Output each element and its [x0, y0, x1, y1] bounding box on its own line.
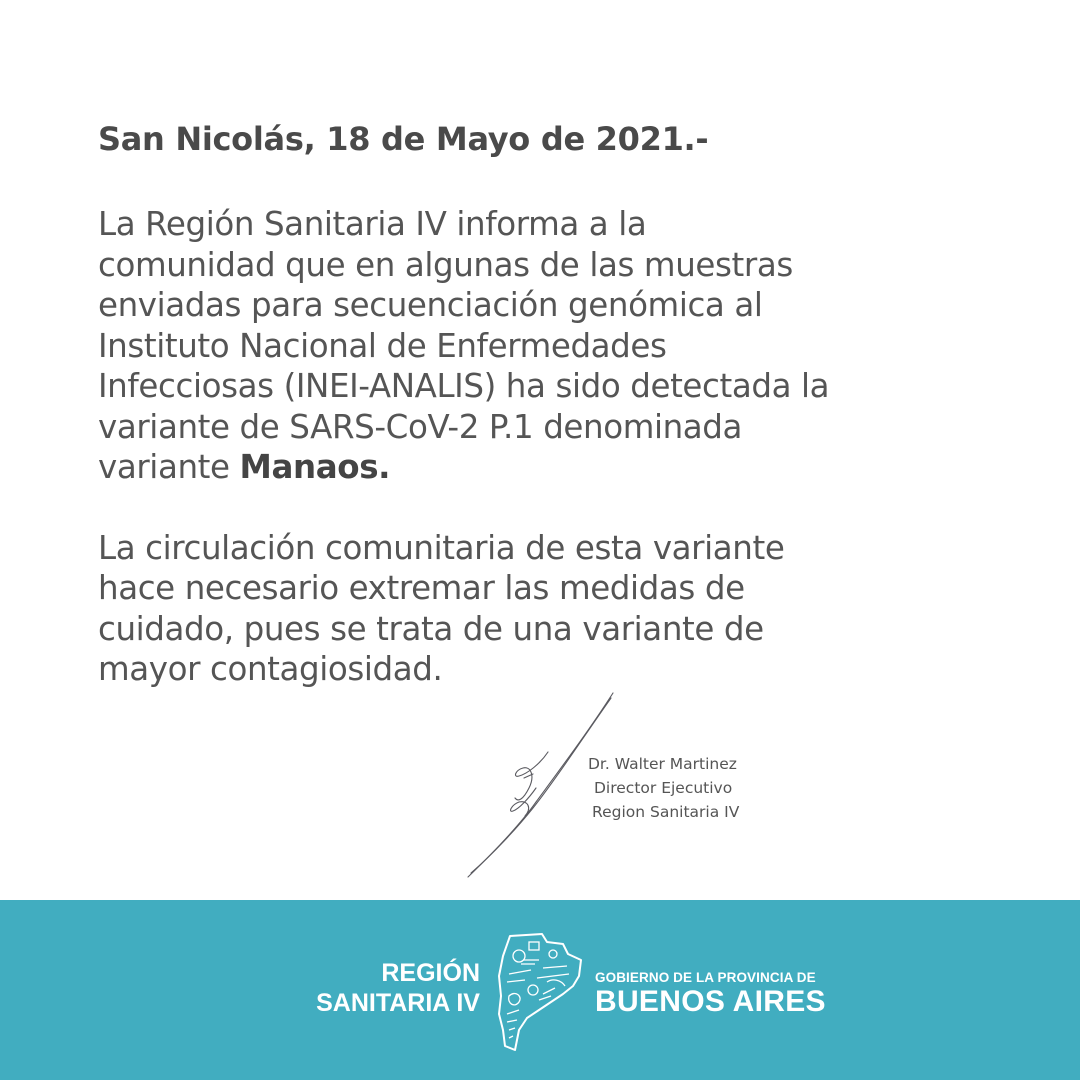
- paragraph-line: cuidado, pues se trata de una variante de: [98, 609, 764, 648]
- paragraph-line: variante de SARS-CoV-2 P.1 denominada: [98, 407, 743, 446]
- signer-name: Dr. Walter Martinez: [588, 755, 737, 773]
- region-logo-line2: SANITARIA IV: [316, 989, 480, 1017]
- paragraph-line: La Región Sanitaria IV informa a la: [98, 205, 647, 243]
- signer-organization: Region Sanitaria IV: [592, 803, 740, 821]
- paragraph-line: hace necesario extremar las medidas de: [98, 569, 745, 607]
- signature-area: [460, 690, 860, 880]
- signer-block: [588, 752, 739, 824]
- paragraph-line: Instituto Nacional de Enfermedades: [98, 326, 667, 365]
- paragraph-line: La circulación comunitaria de esta variante: [98, 528, 785, 567]
- document-body: [98, 114, 998, 690]
- paragraph-line: comunidad que en algunas de las muestras: [98, 245, 793, 284]
- signer-position: Director Ejecutivo: [594, 779, 733, 797]
- government-line: GOBIERNO DE LA PROVINCIA DE: [595, 970, 816, 985]
- buenos-aires-government-logo: [595, 970, 826, 1018]
- footer-band: [0, 900, 1080, 1080]
- date-line: San Nicolás, 18 de Mayo de 2021.-: [98, 120, 709, 158]
- province-name: BUENOS AIRES: [595, 985, 826, 1018]
- province-map-icon: [495, 930, 585, 1055]
- region-logo-line1: REGIÓN: [381, 959, 480, 987]
- paragraph-line: enviadas para secuenciación genómica al: [98, 286, 763, 324]
- paragraph-line: Infecciosas (INEI-ANALIS) ha sido detectada la: [98, 367, 830, 405]
- recommendation-paragraph: [98, 528, 998, 690]
- paragraph-line-prefix: variante: [98, 448, 240, 486]
- announcement-paragraph: [98, 204, 998, 488]
- region-sanitaria-logo: [316, 958, 480, 1018]
- paragraph-line: mayor contagiosidad.: [98, 650, 443, 688]
- variant-name-emphasis: Manaos.: [239, 448, 391, 486]
